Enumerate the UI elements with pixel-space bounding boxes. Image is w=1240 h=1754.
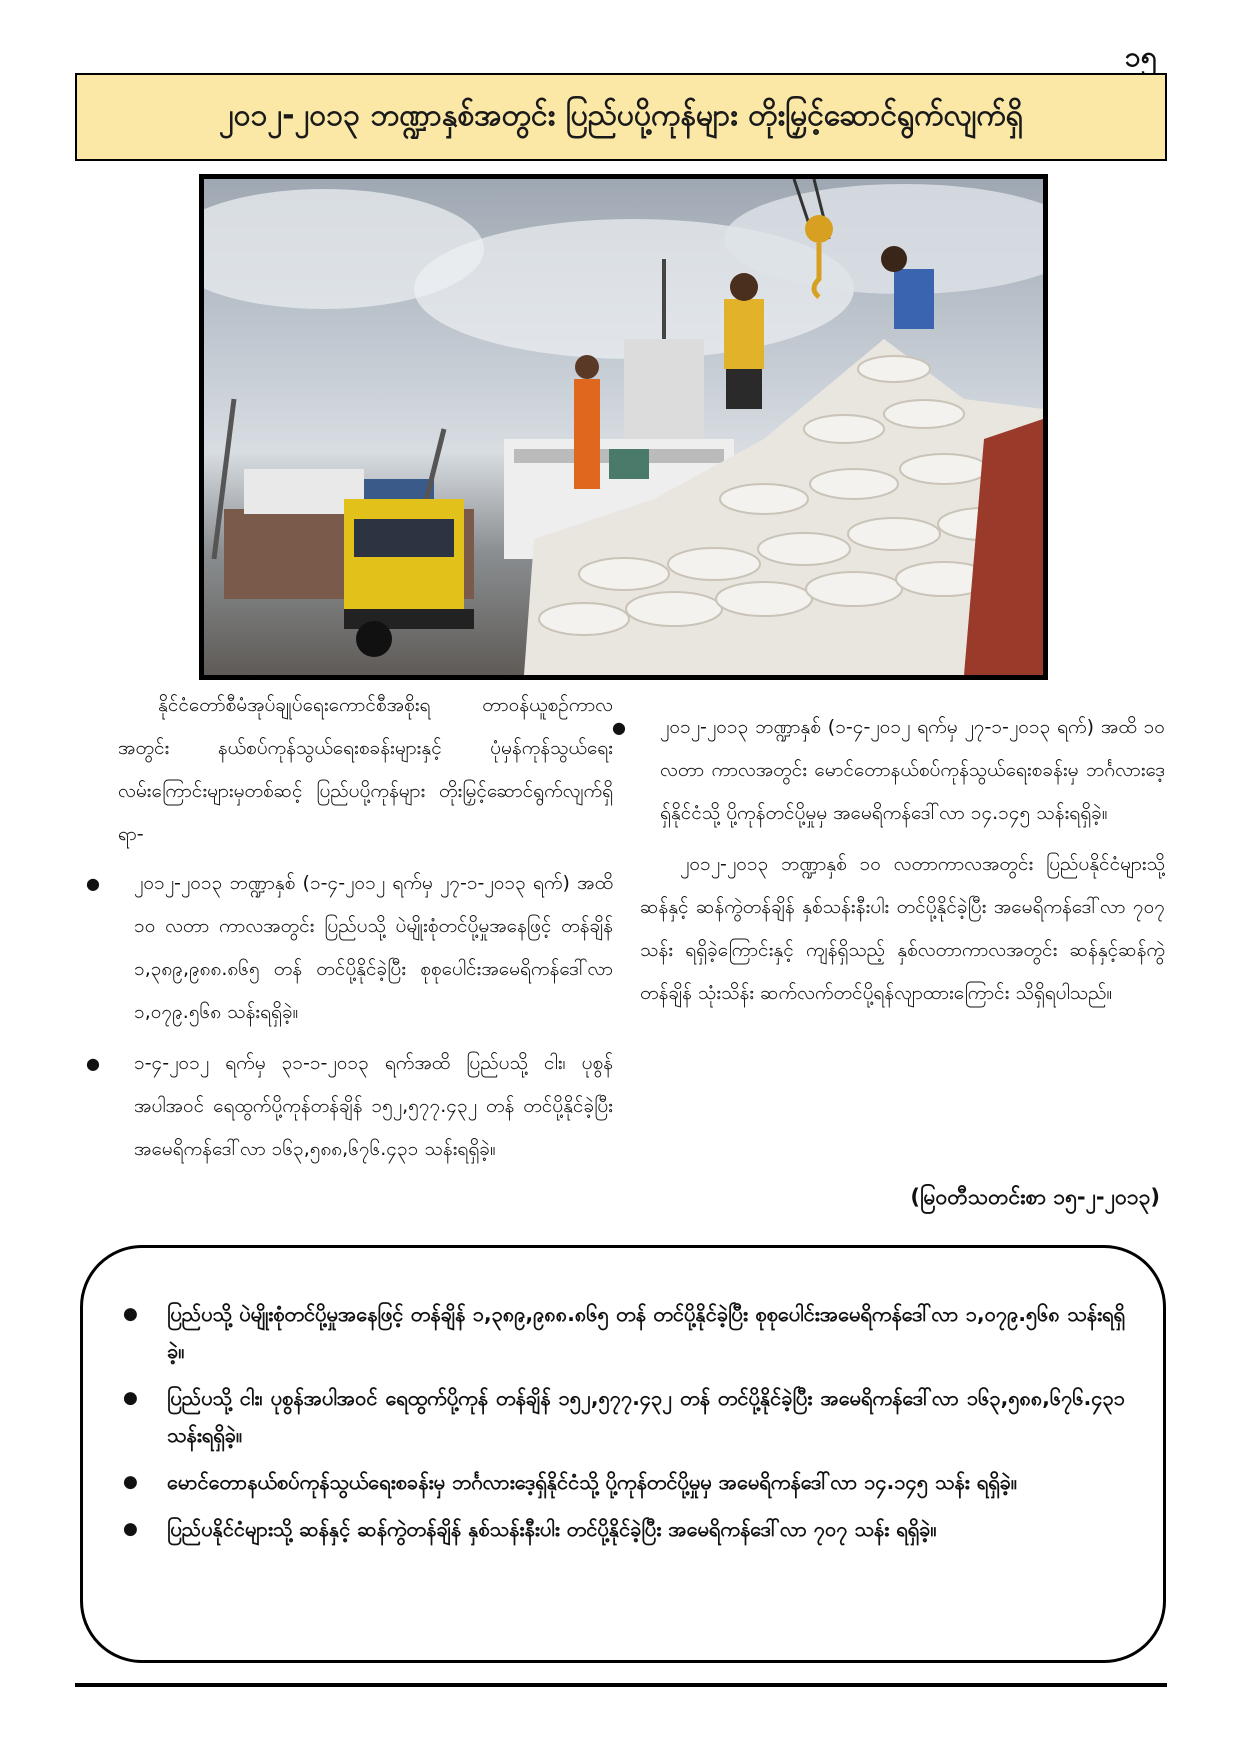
summary-item: ● ပြည်ပနိုင်ငံများသို့ ဆန်နှင့် ဆန်ကွဲတန်ချိန် နှစ်သန်းနီးပါး တင်ပို့နိုင်ခဲ့ပြီး အမေရိကန်ဒေါ်လာ ၇၀၇ သန်း ရရှိခဲ့။ (123, 1511, 1125, 1548)
article-title: ၂၀၁၂-၂၀၁၃ ဘဏ္ဍာနှစ်အတွင်း ပြည်ပပို့ကုန်များ တိုးမြှင့်ဆောင်ရွက်လျက်ရှိ (75, 73, 1167, 161)
page-number: ၁၅ (1125, 40, 1157, 73)
summary-list (123, 1296, 1125, 1548)
summary-item: ● ပြည်ပသို့ ငါး၊ ပုစွန်အပါအဝင် ရေထွက်ပို့ကုန် တန်ချိန် ၁၅၂,၅၇၇.၄၃၂ တန် တင်ပို့နိုင်ခဲ့ပြီး အမေရိကန်ဒေါ်လာ ၁၆၃,၅၈၈,၆၇၆.၄၃၁ သန်းရရှိခဲ့။ (123, 1380, 1125, 1454)
intro-paragraph: နိုင်ငံတော်စီမံအုပ်ချုပ်ရေးကောင်စီအစိုးရ တာဝန်ယူစဉ်ကာလအတွင်း နယ်စပ်ကုန်သွယ်ရေးစခန်းများနှင့် ပုံမှန်ကုန်သွယ်ရေးလမ်းကြောင်းများမှတစ်ဆင့် ပြည်ပပို့ကုန်များ တိုးမြှင့်ဆောင်ရွက်လျက်ရှိရာ- (118, 694, 613, 845)
footer-rule (75, 1683, 1167, 1687)
list-item: ● ၂၀၁၂-၂၀၁၃ ဘဏ္ဍာနှစ် (၁-၄-၂၀၁၂ ရက်မှ ၂၇-၁-၂၀၁၃ ရက်) အထိ ၁၀ လတာ ကာလအတွင်း မောင်တောနယ်စပ်ကုန်သွယ်ရေးစခန်းမှ ဘင်္ဂလားဒေ့ရှ်နိုင်ငံသို့ ပို့ကုန်တင်ပို့မှုမှ အမေရိကန်ဒေါ်လာ ၁၄.၁၄၅ သန်းရရှိခဲ့။ (612, 706, 1165, 835)
left-column (118, 684, 613, 1179)
rice-export-paragraph: ၂၀၁၂-၂၀၁၃ ဘဏ္ဍာနှစ် ၁၀ လတာကာလအတွင်း ပြည်ပနိုင်ငံများသို့ ဆန်နှင့် ဆန်ကွဲတန်ချိန် နှစ်သန်းနီးပါး တင်ပို့နိုင်ခဲ့ပြီး အမေရိကန်ဒေါ်လာ ၇၀၇ သန်း ရရှိခဲ့ကြောင်းနှင့် ကျန်ရှိသည့် နှစ်လတာကာလအတွင်း ဆန်နှင့်ဆန်ကွဲတန်ချိန် သုံးသိန်း ဆက်လက်တင်ပို့ရန်လျာထားကြောင်း သိရှိရပါသည်။ (640, 853, 1165, 1004)
list-item: ● ၂၀၁၂-၂၀၁၃ ဘဏ္ဍာနှစ် (၁-၄-၂၀၁၂ ရက်မှ ၂၇-၁-၂၀၁၃ ရက်) အထိ ၁၀ လတာ ကာလအတွင်း ပြည်ပသို့ ပဲမျိုးစုံတင်ပို့မှုအနေဖြင့် တန်ချိန် ၁,၃၈၉,၉၈၈.၈၆၅ တန် တင်ပို့နိုင်ခဲ့ပြီး စုစုပေါင်းအမေရိကန်ဒေါ်လာ ၁,၀၇၉.၅၆၈ သန်းရရှိခဲ့။ (86, 862, 613, 1034)
right-bullet-list (640, 706, 1165, 835)
summary-box (80, 1245, 1166, 1663)
summary-item: ● ပြည်ပသို့ ပဲမျိုးစုံတင်ပို့မှုအနေဖြင့် တန်ချိန် ၁,၃၈၉,၉၈၈.၈၆၅ တန် တင်ပို့နိုင်ခဲ့ပြီး စုစုပေါင်းအမေရိကန်ဒေါ်လာ ၁,၀၇၉.၅၆၈ သန်းရရှိခဲ့။ (123, 1296, 1125, 1370)
left-bullet-list (118, 862, 613, 1171)
list-item: ● ၁-၄-၂၀၁၂ ရက်မှ ၃၁-၁-၂၀၁၃ ရက်အထိ ပြည်ပသို့ ငါး၊ ပုစွန်အပါအဝင် ရေထွက်ပို့ကုန်တန်ချိန် ၁၅၂,၅၇၇.၄၃၂ တန် တင်ပို့နိုင်ခဲ့ပြီး အမေရိကန်ဒေါ်လာ ၁၆၃,၅၈၈,၆၇၆.၄၃၁ သန်းရရှိခဲ့။ (86, 1042, 613, 1171)
right-column (640, 700, 1165, 1015)
summary-item: ● မောင်တောနယ်စပ်ကုန်သွယ်ရေးစခန်းမှ ဘင်္ဂလားဒေ့ရှ်နိုင်ငံသို့ ပို့ကုန်တင်ပို့မှုမှ အမေရိကန်ဒေါ်လာ ၁၄.၁၄၅ သန်း ရရှိခဲ့။ (123, 1464, 1125, 1501)
port-loading-photo (199, 174, 1048, 680)
photo-illustration (204, 179, 1043, 675)
source-citation: (မြဝတီသတင်းစာ ၁၅-၂-၂၀၁၃) (910, 1185, 1160, 1209)
